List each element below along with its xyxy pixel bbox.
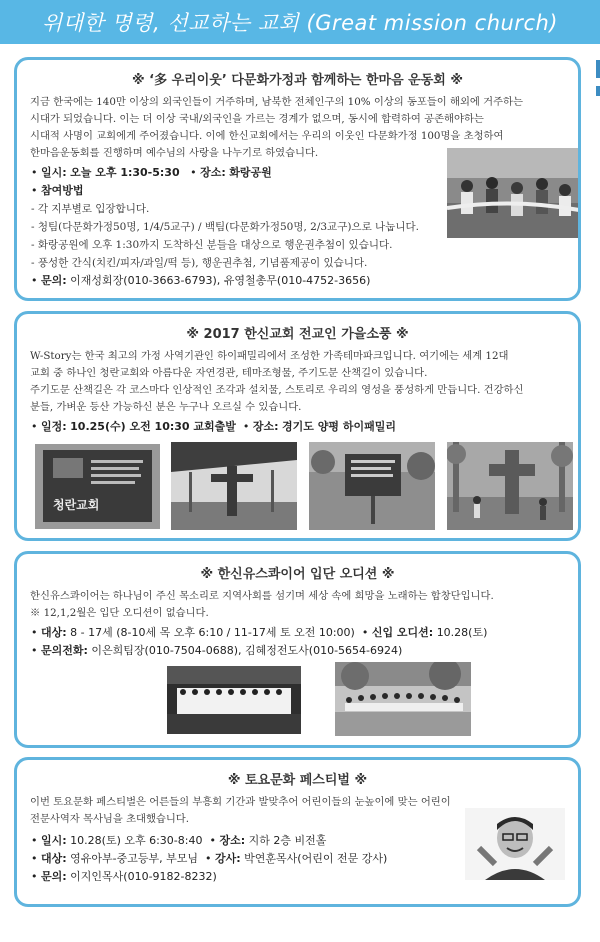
trail-sign-photo xyxy=(309,442,435,530)
paragraph-line: 이번 토요문화 페스티벌은 어른들의 부흥회 기간과 발맞추어 어린이들의 눈높이에 맞는 어린이 xyxy=(30,796,451,808)
speaker-photo xyxy=(465,808,565,880)
cross-garden-photo xyxy=(447,442,573,530)
date-label: 일시: xyxy=(41,834,67,847)
target-label: 대상: xyxy=(41,852,67,865)
method-label: 참여방법 xyxy=(41,184,84,197)
sculpture-photo xyxy=(171,442,297,530)
paragraph-line: 전문사역자 목사님을 초대했습니다. xyxy=(30,813,190,825)
audition-label: 신입 오디션: xyxy=(371,626,434,639)
contact-row: • 문의: 이재성회장(010-3663-6793), 유영철총무(010-4752-3656) xyxy=(31,274,371,287)
banner-title: 위대한 명령, 선교하는 교회 (Great mission church) xyxy=(41,11,558,35)
phone-label: 문의전화: xyxy=(41,644,88,657)
paragraph-line: 시대가 되었습니다. 이는 더 이상 국내/외국인을 가르는 경계가 없으며, 동시에 합력하여 공존해야하는 xyxy=(30,113,484,125)
speaker-value: 박연훈목사(어린이 전문 강사) xyxy=(244,852,388,865)
photo-caption: 청란교회 xyxy=(53,498,100,512)
method-item: - 풍성한 간식(치킨/피자/과일/떡 등), 행운권추첨, 기념품제공이 있습니다. xyxy=(31,257,368,269)
card-youth-choir xyxy=(14,551,581,748)
target-label: 대상: xyxy=(41,626,67,639)
schedule-label: 일시: xyxy=(41,166,67,179)
paragraph-line: ※ 12,1,2월은 입단 오디션이 없습니다. xyxy=(30,607,209,619)
page-banner xyxy=(0,0,600,44)
target-row: • 대상: 8 - 17세 (8-10세 목 오후 6:10 / 11-17세 토 오전 10:00) • 신입 오디션: 10.28(토) xyxy=(31,626,488,639)
card-title: ※ 2017 한신교회 전교인 가을소풍 ※ xyxy=(186,327,409,342)
church-sign-photo xyxy=(35,444,160,529)
paragraph-line: 한마음운동회를 진행하며 예수님의 사랑을 나누기로 하였습니다. xyxy=(30,147,319,159)
method-item: - 청팀(다문화가정50명, 1/4/5교구) / 백팀(다문화가정50명, 2/3교구)으로 나눕니다. xyxy=(31,221,419,233)
paragraph-line: 교회 중 하나인 청란교회와 아름다운 자연경관, 테마조형물, 주기도문 산책길이 있습니다. xyxy=(30,367,428,379)
choir-stage-photo xyxy=(167,666,301,734)
card-saturday-festival xyxy=(14,757,581,907)
contact-row: • 문의: 이지인목사(010-9182-8232) xyxy=(31,870,217,883)
phone-row: • 문의전화: 이은희팀장(010-7504-0688), 김혜정전도사(010-5654-6924) xyxy=(31,644,403,657)
target-speaker-row: • 대상: 영유아부-중고등부, 부모님 • 강사: 박연훈목사(어린이 전문 강사) xyxy=(31,852,388,865)
contact-value: 이지인목사(010-9182-8232) xyxy=(70,870,217,883)
contact-value: 이재성회장(010-3663-6793), 유영철총무(010-4752-3656) xyxy=(70,274,371,287)
card-autumn-picnic xyxy=(14,311,581,541)
paragraph-line: 주기도문 산책길은 각 코스마다 인상적인 조각과 설치물, 스토리로 우리의 영성을 풍성하게 만듭니다. 건강하신 xyxy=(30,384,524,396)
schedule-value: 10.25(수) 오전 10:30 교회출발 xyxy=(70,420,236,433)
target-value: 8 - 17세 (8-10세 목 오후 6:10 / 11-17세 토 오전 10:00) xyxy=(70,626,355,639)
place-label: 장소: xyxy=(200,166,226,179)
audition-value: 10.28(토) xyxy=(436,626,488,639)
place-value: 화랑공원 xyxy=(229,166,272,179)
schedule-row: • 일정: 10.25(수) 오전 10:30 교회출발 • 장소: 경기도 양평 하이패밀리 xyxy=(31,420,396,433)
method-item: - 각 지부별로 입장합니다. xyxy=(31,203,150,215)
schedule-row: • 일시: 오늘 오후 1:30-5:30 • 장소: 화랑공원 xyxy=(31,166,272,179)
paragraph-line: 분들, 가벼운 등산 가능하신 분은 누구나 오르실 수 있습니다. xyxy=(30,401,302,413)
date-place-row: • 일시: 10.28(토) 오후 6:30-8:40 • 장소: 지하 2층 비전홀 xyxy=(31,834,327,847)
phone-value: 이은희팀장(010-7504-0688), 김혜정전도사(010-5654-6924) xyxy=(91,644,403,657)
contact-label: 문의: xyxy=(41,870,67,883)
method-heading: • 참여방법 xyxy=(31,184,84,197)
edge-marker-small xyxy=(596,86,600,96)
target-value: 영유아부-중고등부, 부모님 xyxy=(70,852,199,865)
card-title: ※ 토요문화 페스티벌 ※ xyxy=(227,773,368,788)
place-label: 장소: xyxy=(252,420,279,433)
contact-label: 문의: xyxy=(41,274,67,287)
sports-day-photo xyxy=(447,148,579,238)
place-value: 경기도 양평 하이패밀리 xyxy=(282,420,396,433)
place-label: 장소: xyxy=(219,834,246,847)
choir-outdoor-photo xyxy=(335,662,471,736)
date-value: 10.28(토) 오후 6:30-8:40 xyxy=(70,834,203,847)
speaker-label: 강사: xyxy=(215,852,241,865)
paragraph-line: W-Story는 한국 최고의 가정 사역기관인 하이패밀리에서 조성한 가족테마파크입니다. 여기에는 세계 12대 xyxy=(30,350,509,362)
paragraph-line: 지금 한국에는 140만 이상의 외국인들이 거주하며, 남북한 전체인구의 10% 이상의 동포들이 해외에 거주하는 xyxy=(30,96,523,108)
card-title: ※ ‘多 우리이웃’ 다문화가정과 함께하는 한마음 운동회 ※ xyxy=(132,73,463,88)
schedule-label: 일정: xyxy=(41,420,67,433)
edge-marker xyxy=(596,60,600,78)
card-title: ※ 한신유스콰이어 입단 오디션 ※ xyxy=(200,567,395,582)
schedule-value: 오늘 오후 1:30-5:30 xyxy=(70,166,180,179)
paragraph-line: 한신유스콰이어는 하나님이 주신 목소리로 지역사회를 섬기며 세상 속에 희망을 노래하는 합창단입니다. xyxy=(30,590,494,602)
intro-paragraph xyxy=(17,348,578,416)
paragraph-line: 시대적 사명이 교회에게 주어졌습니다. 이에 한신교회에서는 우리의 이웃인 다문화가정 100명을 초청하여 xyxy=(30,130,504,142)
card-sports-day xyxy=(14,57,581,301)
method-item: - 화랑공원에 오후 1:30까지 도착하신 분들을 대상으로 행운권추첨이 있습니다. xyxy=(31,239,393,251)
place-value: 지하 2층 비전홀 xyxy=(248,834,327,847)
